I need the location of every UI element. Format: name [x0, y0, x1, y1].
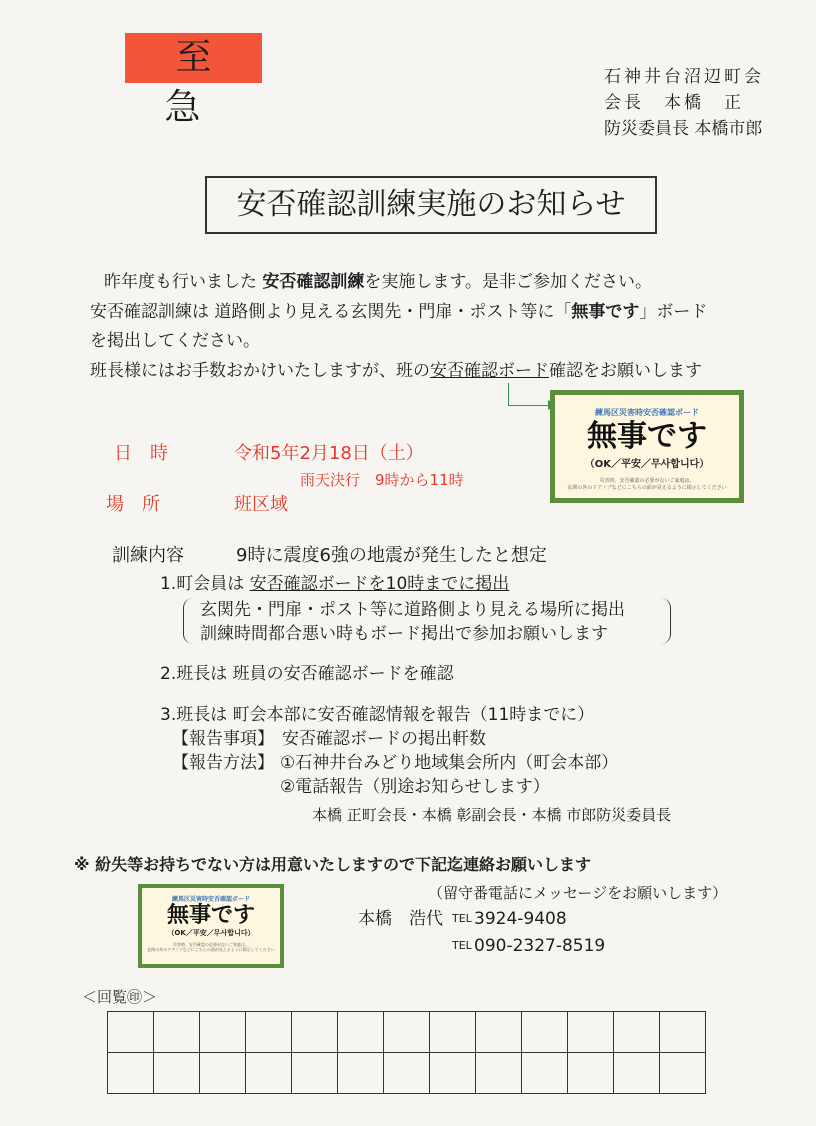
date-label: 日 時: [114, 443, 168, 464]
rain-note: 雨天決行 9時から11時: [300, 471, 464, 489]
stamp-cell: [200, 1053, 246, 1094]
item-text: 1.町会員は: [160, 574, 250, 594]
stamp-cell: [338, 1053, 384, 1094]
tel-1: 3924-9408: [474, 909, 567, 929]
tel-label: TEL: [452, 912, 472, 925]
board-main-text: 無事です: [587, 419, 707, 454]
training-heading-label: 訓練内容: [112, 545, 184, 566]
board-note-line: 玄関の外のドアノブなどにこちらの面が見えるように掲示してください: [147, 947, 275, 952]
stamp-cell: [476, 1053, 522, 1094]
report-method-label: 【報告方法】: [172, 753, 274, 773]
board-main-text: 無事です: [166, 903, 255, 928]
board-note: [555, 478, 739, 492]
urgent-badge: 至急: [125, 33, 262, 83]
stamp-cell: [292, 1012, 338, 1053]
stamp-cell: [338, 1012, 384, 1053]
training-item-2: 2.班長は 班員の安否確認ボードを確認: [160, 664, 454, 684]
board-note: [142, 942, 280, 952]
stamp-cell: [246, 1053, 292, 1094]
tel-2: 090-2327-8519: [474, 936, 606, 956]
training-item-1-note-1: 玄関先・門扉・ポスト等に道路側より見える場所に掲出: [200, 600, 625, 620]
stamp-cell: [108, 1012, 154, 1053]
intro-text: 昨年度も行いました: [104, 272, 263, 292]
circulation-stamp-grid: [107, 1011, 706, 1094]
stamp-cell: [568, 1053, 614, 1094]
stamp-cell: [154, 1012, 200, 1053]
intro-line-4: [90, 357, 702, 385]
intro-line-3: を掲出してください。: [90, 331, 260, 351]
intro-text: を実施します。是非ご参加ください。: [364, 272, 653, 292]
safety-board-image-small: [138, 884, 284, 968]
circulation-label: ＜回覧㊞＞: [82, 988, 158, 1006]
stamp-cell: [660, 1012, 706, 1053]
stamp-cell: [614, 1053, 660, 1094]
sender-association: 石神井台沼辺町会: [604, 67, 764, 87]
stamp-cell: [430, 1012, 476, 1053]
training-heading-value: 9時に震度6強の地震が発生したと想定: [236, 545, 547, 566]
board-note-line: 玄関の外のドアノブなどにこちらの面が見えるように掲示してください: [567, 485, 727, 491]
board-header: 練馬区災害時安否確認ボード: [595, 408, 699, 417]
board-note-line: 災害時、安否確認の必要がないご家庭は、: [173, 942, 249, 947]
sender-chairman: 会長 本橋 正: [604, 93, 744, 113]
training-item-1-note-2: 訓練時間都合悪い時もボード掲出で参加お願いします: [200, 624, 608, 644]
stamp-cell: [522, 1012, 568, 1053]
intro-line-1: [104, 268, 652, 296]
stamp-cell: [522, 1053, 568, 1094]
stamp-cell: [154, 1053, 200, 1094]
report-items-label: 【報告事項】: [172, 729, 274, 749]
safety-board-image: [550, 390, 744, 503]
intro-bold: 無事です: [571, 302, 640, 322]
sender-block: [604, 64, 764, 142]
stamp-cell: [476, 1012, 522, 1053]
board-subtext: （OK／平安／무사합니다）: [584, 459, 710, 470]
stamp-cell: [200, 1012, 246, 1053]
intro-text: 安否確認訓練は 道路側より見える玄関先・門扉・ポスト等に「: [90, 302, 572, 322]
report-method-1: ①石神井台みどり地域集会所内（町会本部）: [280, 753, 619, 773]
board-subtext: （OK／平安／무사합니다）: [167, 929, 255, 937]
report-method-2: ②電話報告（別途お知らせします）: [280, 777, 550, 797]
voicemail-note: （留守番電話にメッセージをお願いします）: [428, 884, 728, 902]
date-value: 令和5年2月18日（土）: [234, 443, 424, 464]
training-item-3: 3.班長は 町会本部に安否確認情報を報告（11時までに）: [160, 705, 595, 725]
report-items-value: 安否確認ボードの掲出軒数: [282, 729, 486, 749]
board-header: 練馬区災害時安否確認ボード: [171, 896, 250, 903]
stamp-cell: [430, 1053, 476, 1094]
intro-text: 」ボード: [639, 302, 708, 322]
stamp-cell: [292, 1053, 338, 1094]
contact-name: 本橋 浩代: [358, 909, 443, 929]
intro-line-2: [90, 298, 707, 326]
board-note-line: 災害時、安否確認の必要がないご家庭は、: [599, 478, 695, 484]
sender-disaster-chief: 防災委員長 本橋市郎: [604, 119, 763, 139]
intro-text: 班長様にはお手数おかけいたしますが、班の: [90, 361, 430, 381]
intro-text: 確認をお願いします: [549, 361, 702, 381]
connector-line: [508, 383, 509, 405]
contact-notice: ※ 紛失等お持ちでない方は用意いたしますので下記迄連絡お願いします: [74, 855, 591, 874]
stamp-cell: [660, 1053, 706, 1094]
tel-label: TEL: [452, 939, 472, 952]
stamp-row: [108, 1012, 706, 1053]
stamp-cell: [614, 1012, 660, 1053]
stamp-cell: [568, 1012, 614, 1053]
stamp-cell: [384, 1053, 430, 1094]
officers: 本橋 正町会長・本橋 彰副会長・本橋 市郎防災委員長: [312, 806, 672, 824]
stamp-row: [108, 1053, 706, 1094]
stamp-cell: [384, 1012, 430, 1053]
intro-bold: 安否確認訓練: [262, 272, 365, 292]
intro-underline: 安否確認ボード: [430, 361, 549, 381]
stamp-cell: [108, 1053, 154, 1094]
stamp-cell: [246, 1012, 292, 1053]
place-label: 場 所: [106, 494, 160, 515]
page-title: 安否確認訓練実施のお知らせ: [205, 176, 657, 234]
item-underline: 安否確認ボードを10時までに掲出: [249, 574, 510, 594]
place-value: 班区域: [234, 494, 288, 515]
training-item-1: [160, 570, 509, 598]
